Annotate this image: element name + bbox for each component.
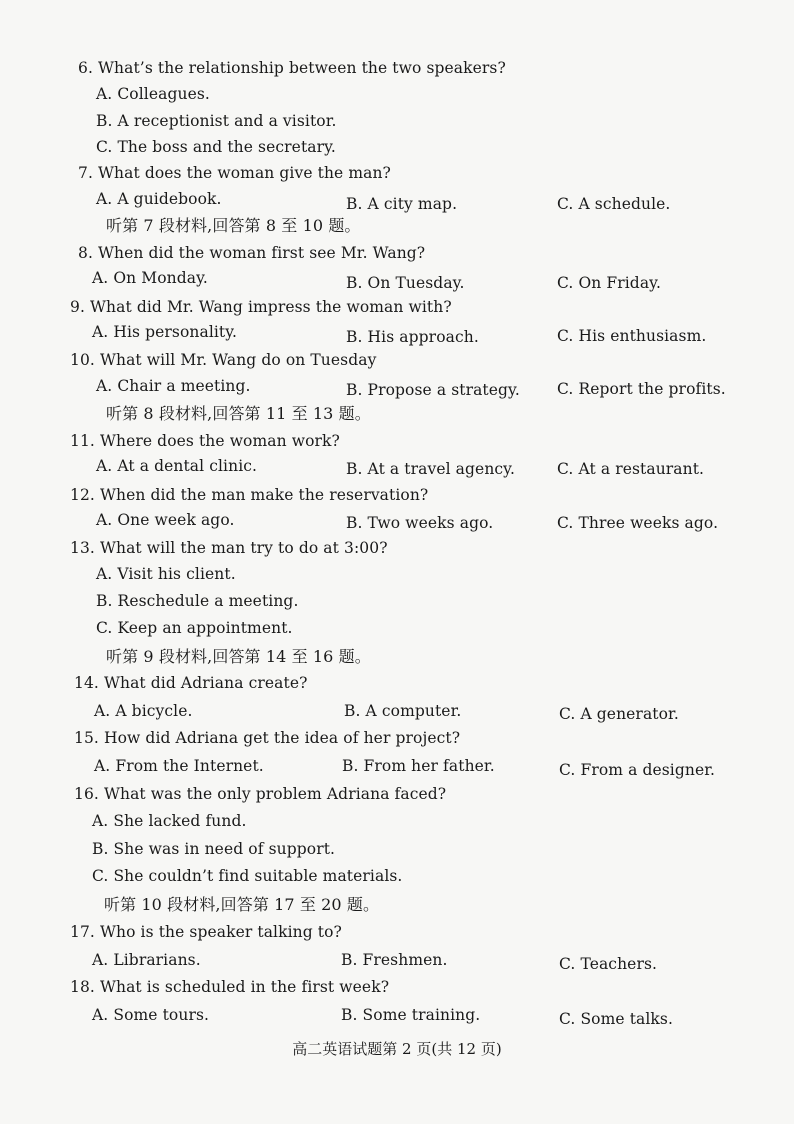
question-16-stem: 16. What was the only problem Adriana faced?: [74, 785, 447, 803]
question-9-option-a: A. His personality.: [92, 323, 238, 341]
question-9-option-b: B. His approach.: [346, 328, 479, 346]
section-8-heading: 听第 8 段材料,回答第 11 至 13 题。: [106, 404, 371, 423]
question-18-option-b: B. Some training.: [341, 1006, 481, 1024]
question-18-stem: 18. What is scheduled in the first week?: [70, 978, 390, 996]
question-6-stem: 6. What’s the relationship between the two speakers?: [78, 59, 506, 77]
question-18-option-a: A. Some tours.: [92, 1006, 210, 1024]
question-11-option-a: A. At a dental clinic.: [96, 457, 258, 475]
question-9-stem: 9. What did Mr. Wang impress the woman with?: [70, 298, 452, 316]
question-10-option-c: C. Report the profits.: [557, 380, 726, 398]
question-13-stem: 13. What will the man try to do at 3:00?: [70, 539, 388, 557]
question-14-option-a: A. A bicycle.: [94, 702, 193, 720]
question-12-option-a: A. One week ago.: [96, 511, 235, 529]
question-14-option-c: C. A generator.: [559, 705, 679, 723]
question-7-option-c: C. A schedule.: [557, 195, 671, 213]
question-13-option-c: C. Keep an appointment.: [96, 619, 293, 637]
question-13-option-b: B. Reschedule a meeting.: [96, 592, 299, 610]
question-17-option-c: C. Teachers.: [559, 955, 658, 973]
question-15-option-c: C. From a designer.: [559, 761, 716, 779]
question-11-option-c: C. At a restaurant.: [557, 460, 705, 478]
question-10-stem: 10. What will Mr. Wang do on Tuesday: [70, 351, 377, 369]
question-16-option-c: C. She couldn’t find suitable materials.: [92, 867, 403, 885]
question-12-option-b: B. Two weeks ago.: [346, 514, 494, 532]
question-8-option-b: B. On Tuesday.: [346, 274, 465, 292]
question-11-stem: 11. Where does the woman work?: [70, 432, 340, 450]
question-17-option-b: B. Freshmen.: [341, 951, 448, 969]
question-16-option-b: B. She was in need of support.: [92, 840, 336, 858]
question-12-stem: 12. When did the man make the reservation?: [70, 486, 429, 504]
question-10-option-a: A. Chair a meeting.: [96, 377, 251, 395]
section-9-heading: 听第 9 段材料,回答第 14 至 16 题。: [106, 647, 371, 666]
question-18-option-c: C. Some talks.: [559, 1010, 674, 1028]
page-footer: 高二英语试题第 2 页(共 12 页): [292, 1040, 502, 1058]
question-12-option-c: C. Three weeks ago.: [557, 514, 719, 532]
question-11-option-b: B. At a travel agency.: [346, 460, 516, 478]
question-17-stem: 17. Who is the speaker talking to?: [70, 923, 342, 941]
question-13-option-a: A. Visit his client.: [96, 565, 236, 583]
question-9-option-c: C. His enthusiasm.: [557, 327, 707, 345]
section-10-heading: 听第 10 段材料,回答第 17 至 20 题。: [104, 895, 380, 914]
question-14-option-b: B. A computer.: [344, 702, 462, 720]
question-17-option-a: A. Librarians.: [92, 951, 201, 969]
question-14-stem: 14. What did Adriana create?: [74, 674, 308, 692]
question-10-option-b: B. Propose a strategy.: [346, 381, 520, 399]
question-15-option-b: B. From her father.: [342, 757, 495, 775]
question-15-stem: 15. How did Adriana get the idea of her project?: [74, 729, 461, 747]
question-8-option-a: A. On Monday.: [92, 269, 208, 287]
question-6-option-a: A. Colleagues.: [96, 85, 210, 103]
question-15-option-a: A. From the Internet.: [94, 757, 264, 775]
question-7-stem: 7. What does the woman give the man?: [78, 164, 391, 182]
question-7-option-a: A. A guidebook.: [96, 190, 222, 208]
question-6-option-c: C. The boss and the secretary.: [96, 138, 336, 156]
question-8-option-c: C. On Friday.: [557, 274, 661, 292]
question-8-stem: 8. When did the woman first see Mr. Wang?: [78, 244, 426, 262]
section-7-heading: 听第 7 段材料,回答第 8 至 10 题。: [106, 216, 361, 235]
question-6-option-b: B. A receptionist and a visitor.: [96, 112, 337, 130]
question-7-option-b: B. A city map.: [346, 195, 458, 213]
question-16-option-a: A. She lacked fund.: [92, 812, 247, 830]
